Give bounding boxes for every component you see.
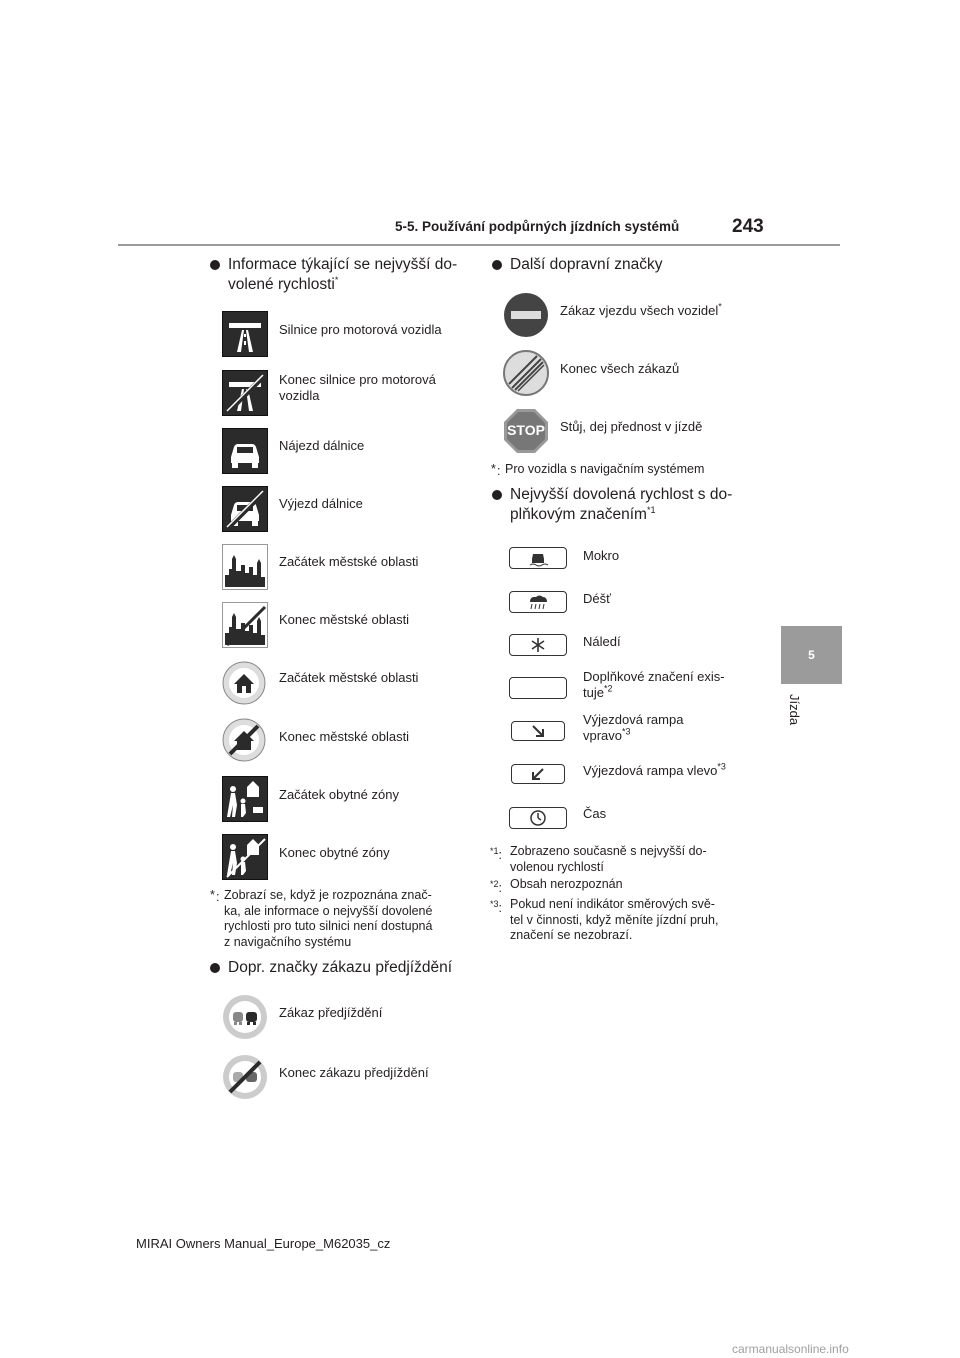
- end-house-circle-sign-icon: [222, 718, 266, 762]
- sign-label: Výjezdová rampa vlevo$^{*3}$: [583, 761, 726, 778]
- city-skyline-sign-icon: [222, 544, 268, 590]
- footnote: * : Zobrazí se, když je rozpoznána znač- ka, ale informace o nejvyšší dovolené rychlosti pro tuto silnici není dostupná z navigačního systému: [210, 888, 433, 949]
- no-overtaking-sign-icon: [222, 994, 268, 1040]
- stop-sign-text: STOP: [507, 422, 545, 438]
- sign-label: Nájezd dálnice: [279, 438, 365, 453]
- chapter-tab[interactable]: [781, 626, 842, 684]
- end-residential-zone-sign-icon: [222, 834, 268, 880]
- house-circle-sign-icon: [222, 661, 266, 705]
- bullet-icon: [210, 963, 220, 973]
- ice-sign-icon: [509, 634, 567, 656]
- end-all-restrictions-sign-icon: [503, 350, 549, 396]
- sign-label: Konec městské oblasti: [279, 612, 410, 627]
- sign-label: Zákaz vjezdu všech vozidel*: [560, 301, 722, 318]
- sign-label: Konec městské oblasti: [279, 729, 410, 744]
- wet-road-sign-icon: [509, 547, 567, 569]
- sign-label: Déšť: [583, 591, 611, 606]
- watermark[interactable]: carmanualsonline.info: [732, 1342, 849, 1356]
- chapter-number: 5: [808, 648, 815, 662]
- bullet-icon: [492, 260, 502, 270]
- stop-sign-icon: [503, 408, 549, 454]
- end-no-overtaking-sign-icon: [222, 1054, 268, 1100]
- exit-right-arrow-icon: [511, 721, 565, 741]
- rain-sign-icon: [509, 591, 567, 613]
- heading-speed-info: Informace týkající se nejvyšší do- volené rychlosti*: [228, 255, 478, 295]
- residential-zone-sign-icon: [222, 776, 268, 822]
- heading-other-signs: Další dopravní značky: [510, 255, 760, 275]
- chapter-name: Jízda: [787, 694, 802, 726]
- sign-label: Začátek městské oblasti: [279, 554, 419, 569]
- sign-label: Konec obytné zóny: [279, 845, 390, 860]
- motorway-sign-icon: [222, 311, 268, 357]
- footer-text: MIRAI Owners Manual_Europe_M62035_cz: [136, 1236, 391, 1251]
- sign-label: Silnice pro motorová vozidla: [279, 322, 442, 337]
- exit-left-arrow-icon: [511, 764, 565, 784]
- bullet-icon: [492, 490, 502, 500]
- sign-label: Konec silnice pro motorová vozidla: [279, 372, 436, 403]
- car-sign-icon: [222, 428, 268, 474]
- heading-supplementary: Nejvyšší dovolená rychlost s do- plňkovým značením$^{*1}$: [510, 485, 760, 525]
- footnote: $^{*1}$: Zobrazeno současně s nejvyšší do- volenou rychlostí: [490, 844, 707, 874]
- end-city-skyline-sign-icon: [222, 602, 268, 648]
- sign-label: Začátek obytné zóny: [279, 787, 399, 802]
- blank-supplementary-sign-icon: [509, 677, 567, 699]
- sign-label: Konec všech zákazů: [560, 361, 680, 376]
- sign-label: Čas: [583, 806, 607, 821]
- sign-label: Zákaz předjíždění: [279, 1005, 383, 1020]
- sign-label: Výjezdová rampa vpravo$^{*3}$: [583, 712, 684, 743]
- sign-label: Náledí: [583, 634, 621, 649]
- sign-label: Konec zákazu předjíždění: [279, 1065, 429, 1080]
- header-divider: [118, 244, 840, 246]
- end-car-sign-icon: [222, 486, 268, 532]
- footnote: $^{*3}$: Pokud není indikátor směrových svě- tel v činnosti, když měníte jízdní pruh, značení se nezobrazí.: [490, 897, 719, 942]
- footnote: $^{*2}$: Obsah nerozpoznán: [490, 877, 623, 896]
- sign-label: Začátek městské oblasti: [279, 670, 419, 685]
- sign-label: Mokro: [583, 548, 620, 563]
- page-number: 243: [732, 216, 764, 237]
- end-motorway-sign-icon: [222, 370, 268, 416]
- bullet-icon: [210, 260, 220, 270]
- clock-sign-icon: [509, 807, 567, 829]
- sign-label: Stůj, dej přednost v jízdě: [560, 419, 703, 434]
- section-title: 5-5. Používání podpůrných jízdních systémů: [395, 219, 680, 234]
- sign-label: Doplňkové značení exis- tuje$^{*2}$: [583, 669, 725, 700]
- sign-label: Výjezd dálnice: [279, 496, 363, 511]
- no-entry-sign-icon: [503, 292, 549, 338]
- footnote: * : Pro vozidla s navigačním systémem: [491, 462, 705, 478]
- heading-overtaking: Dopr. značky zákazu předjíždění: [228, 958, 478, 978]
